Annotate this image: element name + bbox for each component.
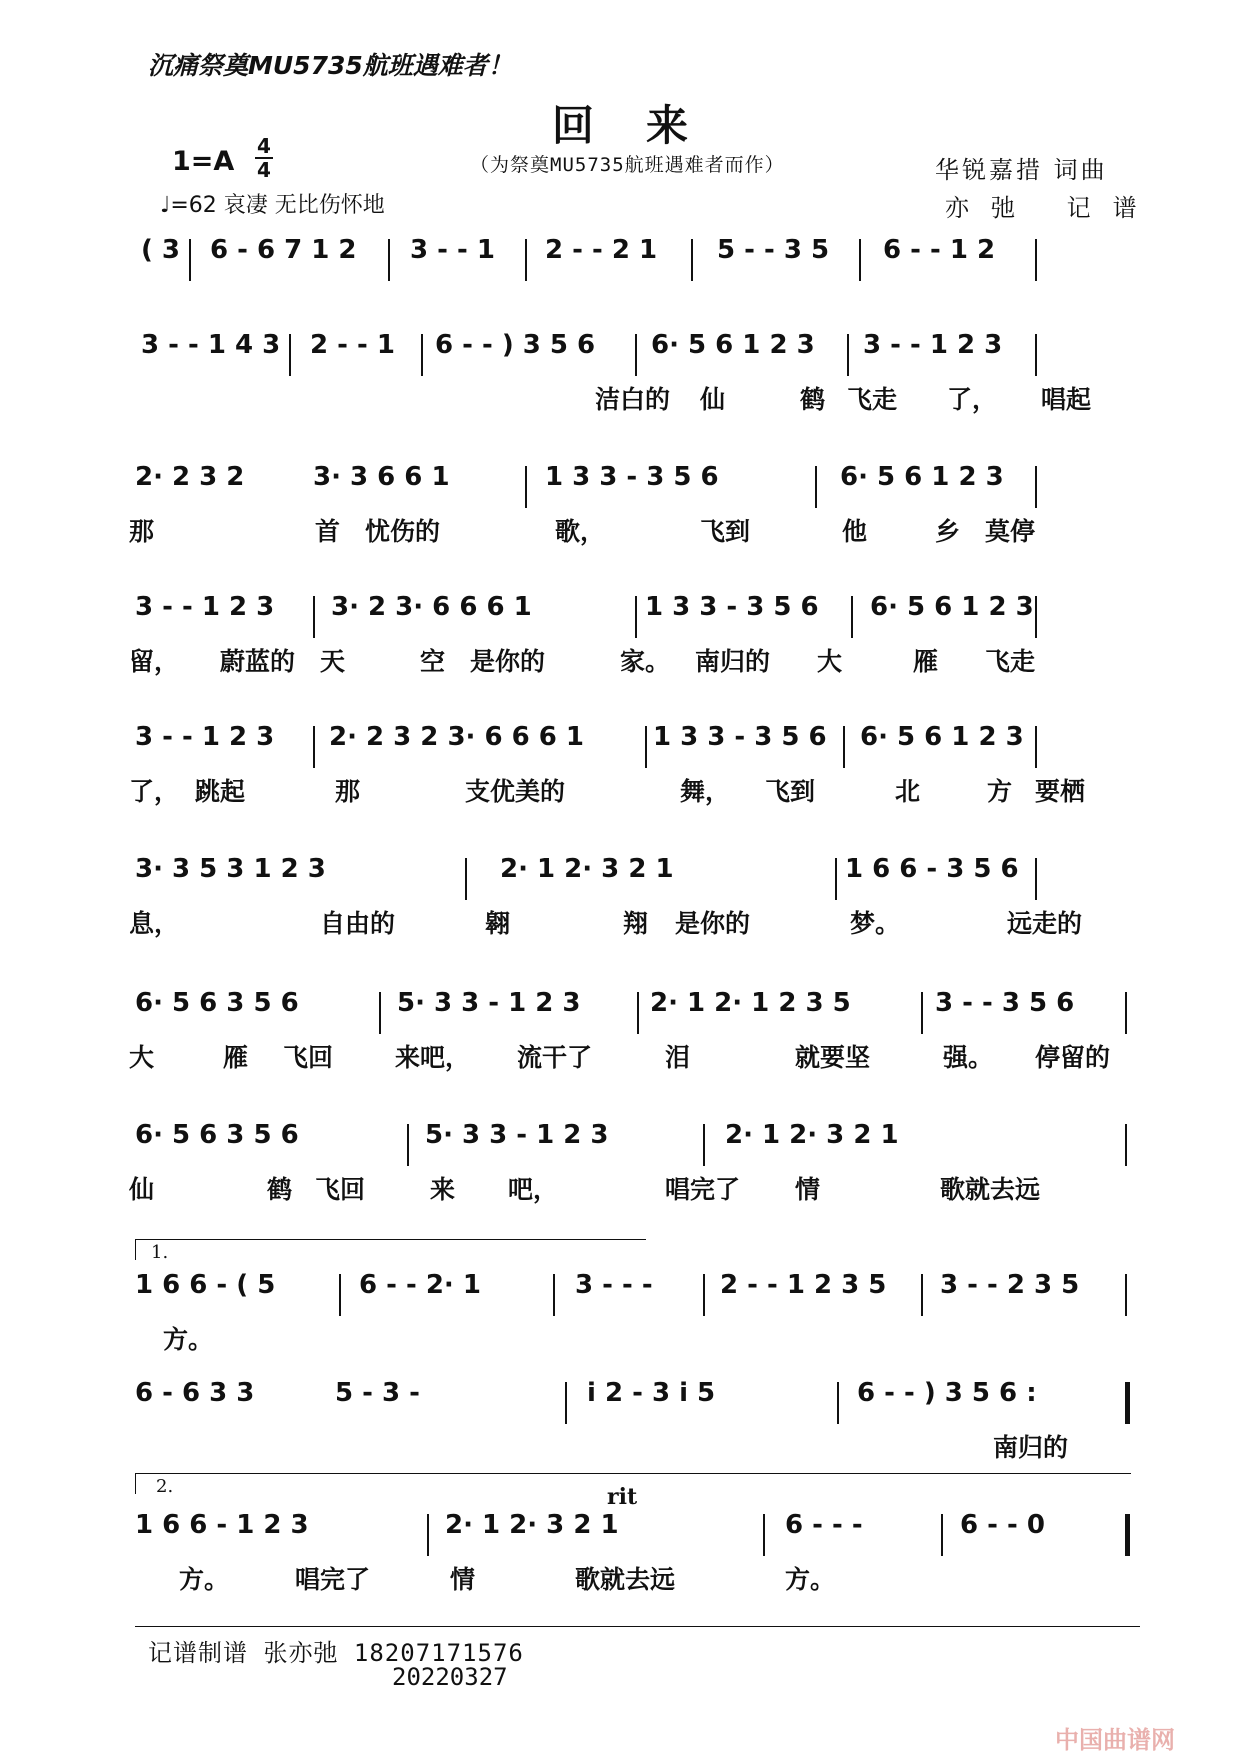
lyric: 那 (335, 777, 361, 806)
measure: 6· 5 6 1 2 3 (840, 462, 1004, 492)
watermark: 中国曲谱网 (1055, 1726, 1175, 1754)
lyric: 洁白的 (595, 385, 671, 414)
measure: 3 - - - (575, 1270, 653, 1300)
measure: 6 - 6 3 3 (135, 1378, 255, 1408)
notes-line (135, 1270, 1140, 1316)
footer-date: 20220327 (392, 1663, 508, 1691)
measure: 3· 3 5 3 1 2 3 (135, 854, 326, 884)
time-signature-top: 4 (257, 134, 271, 158)
lyric: 支优美的 (465, 777, 566, 806)
notes-line (135, 592, 1140, 638)
lyric: 要栖 (1035, 777, 1086, 806)
time-signature (255, 136, 273, 180)
measure: 2· 1 2· 1 2 3 5 (650, 988, 851, 1018)
dedication: 沉痛祭奠MU5735航班遇难者！ (148, 51, 513, 80)
lyric: 跳起 (195, 777, 246, 806)
lyric: 天 (320, 647, 346, 676)
lyric: 情 (450, 1565, 476, 1594)
lyric: 歌， (555, 517, 606, 546)
notes-line (135, 988, 1140, 1034)
lyric: 南归的 (993, 1433, 1069, 1462)
lyric: 留， (129, 647, 180, 676)
lyric: 停留的 (1035, 1043, 1111, 1072)
lyric: 来 (430, 1175, 456, 1204)
lyric: 远走的 (1007, 909, 1083, 938)
measure: 5 - 3 - (335, 1378, 420, 1408)
lyric: 飞回 (315, 1175, 366, 1204)
lyric: 舞， (680, 777, 731, 806)
lyric: 就要坚 (795, 1043, 871, 1072)
measure: 6 - - - (785, 1510, 863, 1540)
lyric: 忧伤的 (365, 517, 441, 546)
lyric: 那 (129, 517, 155, 546)
lyric: 吧， (508, 1175, 559, 1204)
lyric: 歌就去远 (940, 1175, 1041, 1204)
lyrics-line (129, 642, 1140, 678)
measure: 3 - - 1 2 3 (863, 330, 1003, 360)
footer-credit: 记谱制谱 张亦弛 18207171576 (148, 1639, 524, 1667)
lyric: 蔚蓝的 (220, 647, 296, 676)
measure: 2· 1 2· 3 2 1 (500, 854, 674, 884)
lyric: 南归的 (695, 647, 771, 676)
lyric: 是你的 (675, 909, 751, 938)
measure: 1 3 3 - 3 5 6 (645, 592, 819, 622)
notes-line (135, 1510, 1140, 1556)
notes-line (135, 722, 1140, 768)
lyric: 流干了 (517, 1043, 593, 1072)
measure: 3 - - 1 4 3 (141, 330, 281, 360)
time-signature-bottom: 4 (257, 158, 271, 182)
lyric: 情 (795, 1175, 821, 1204)
measure: 2· 2 3 2 3· 6 6 6 1 (329, 722, 584, 752)
lyric: 家。 (620, 647, 671, 676)
lyric: 歌就去远 (575, 1565, 676, 1594)
notes-line (135, 1378, 1140, 1424)
measure: 5 - - 3 5 (717, 235, 830, 265)
song-title: 回来 (551, 101, 740, 150)
lyric: 仙 (700, 385, 726, 414)
measure: i 2 - 3 i 5 (587, 1378, 716, 1408)
lyric: 仙 (129, 1175, 155, 1204)
lyrics-line (135, 1320, 1140, 1356)
lyrics-line (129, 1170, 1140, 1206)
volta-label: 1. (151, 1242, 169, 1263)
lyric: 强。 (943, 1043, 994, 1072)
measure: 2 - - 1 (310, 330, 395, 360)
lyric: 方。 (179, 1565, 230, 1594)
lyric: 唱完了 (295, 1565, 371, 1594)
measure: 6 - - 2· 1 (359, 1270, 481, 1300)
ritardando-mark: rit (607, 1484, 638, 1510)
volta-bracket-1 (135, 1239, 646, 1260)
lyric: 是你的 (470, 647, 546, 676)
measure: 3 - - 1 (410, 235, 495, 265)
measure: 2 - - 1 2 3 5 (720, 1270, 887, 1300)
measure: 5· 3 3 - 1 2 3 (397, 988, 581, 1018)
lyric: 翱 (485, 909, 511, 938)
lyric: 唱起 (1041, 385, 1092, 414)
lyric: 大 (129, 1043, 155, 1072)
measure: 6· 5 6 1 2 3 (860, 722, 1024, 752)
lyrics-line (129, 904, 1140, 940)
lyric: 泪 (665, 1043, 691, 1072)
measure: 6· 5 6 3 5 6 (135, 988, 299, 1018)
notes-line (135, 330, 1140, 376)
measure: 2· 1 2· 3 2 1 (445, 1510, 619, 1540)
notes-line (135, 462, 1140, 508)
transcriber-credit: 亦弛 记谱 (945, 194, 1159, 222)
measure: 5· 3 3 - 1 2 3 (425, 1120, 609, 1150)
volta-label: 2. (156, 1476, 174, 1497)
lyric: 飞走 (847, 385, 898, 414)
measure: 1 6 6 - 1 2 3 (135, 1510, 309, 1540)
lyric: 首 (315, 517, 341, 546)
lyric: 鹤 (800, 385, 826, 414)
measure: 6 - - 1 2 (883, 235, 996, 265)
measure: 1 6 6 - 3 5 6 (845, 854, 1019, 884)
lyric: 方。 (163, 1325, 214, 1354)
footer-rule (135, 1626, 1140, 1627)
lyric: 翔 (623, 909, 649, 938)
notes-line (135, 1120, 1140, 1166)
lyric: 雁 (913, 647, 939, 676)
measure: 3 - - 3 5 6 (935, 988, 1075, 1018)
measure: 3 - - 1 2 3 (135, 722, 275, 752)
lyric: 乡 (935, 517, 961, 546)
lyric: 了， (129, 777, 180, 806)
lyric: 飞走 (985, 647, 1036, 676)
measure: 6 - - ) 3 5 6 : (857, 1378, 1037, 1408)
measure: 6 - - 0 (960, 1510, 1045, 1540)
lyric: 空 (420, 647, 446, 676)
lyric: 梦。 (850, 909, 901, 938)
lyric: 了， (947, 385, 998, 414)
measure: 6 - - ) 3 5 6 (435, 330, 596, 360)
measure: 3 - - 2 3 5 (940, 1270, 1080, 1300)
measure: 3 - - 1 2 3 (135, 592, 275, 622)
measure: 1 6 6 - ( 5 (135, 1270, 276, 1300)
measure: 6· 5 6 3 5 6 (135, 1120, 299, 1150)
lyrics-line (135, 1560, 1140, 1596)
lyric: 方。 (785, 1565, 836, 1594)
lyrics-line (129, 1038, 1140, 1074)
measure: 2 - - 2 1 (545, 235, 658, 265)
lyrics-line (129, 512, 1140, 548)
lyric: 自由的 (320, 909, 396, 938)
lyrics-line (135, 1428, 1140, 1464)
measure: 6 - 6 7 1 2 (210, 235, 357, 265)
measure: 1 3 3 - 3 5 6 (545, 462, 719, 492)
author-credit: 华锐嘉措 词曲 (935, 156, 1108, 184)
lyric: 来吧， (395, 1043, 471, 1072)
lyric: 方 (987, 777, 1013, 806)
lyric: 北 (895, 777, 921, 806)
subtitle: （为祭奠MU5735航班遇难者而作） (470, 154, 785, 176)
lyric: 鹤 (267, 1175, 293, 1204)
lyrics-line (129, 772, 1140, 808)
lyric: 飞回 (283, 1043, 334, 1072)
measure: 1 3 3 - 3 5 6 (653, 722, 827, 752)
measure: 6· 5 6 1 2 3 (870, 592, 1034, 622)
lyric: 莫停 (985, 517, 1036, 546)
lyric: 他 (842, 517, 868, 546)
notes-line (135, 854, 1140, 900)
lyric: 雁 (223, 1043, 249, 1072)
lyric: 飞到 (765, 777, 816, 806)
lyric: 飞到 (700, 517, 751, 546)
measure: 3· 3 6 6 1 (313, 462, 450, 492)
key-signature: 1=A (172, 146, 235, 177)
lyric: 大 (817, 647, 843, 676)
measure: ( 3 (141, 235, 181, 265)
lyric: 息， (129, 909, 180, 938)
lyric: 唱完了 (665, 1175, 741, 1204)
tempo-marking: ♩=62 哀凄 无比伤怀地 (160, 193, 385, 218)
measure: 2· 2 3 2 (135, 462, 245, 492)
notes-line (135, 235, 1140, 281)
measure: 3· 2 3· 6 6 6 1 (331, 592, 532, 622)
measure: 2· 1 2· 3 2 1 (725, 1120, 899, 1150)
measure: 6· 5 6 1 2 3 (651, 330, 815, 360)
lyrics-line (135, 380, 1140, 416)
